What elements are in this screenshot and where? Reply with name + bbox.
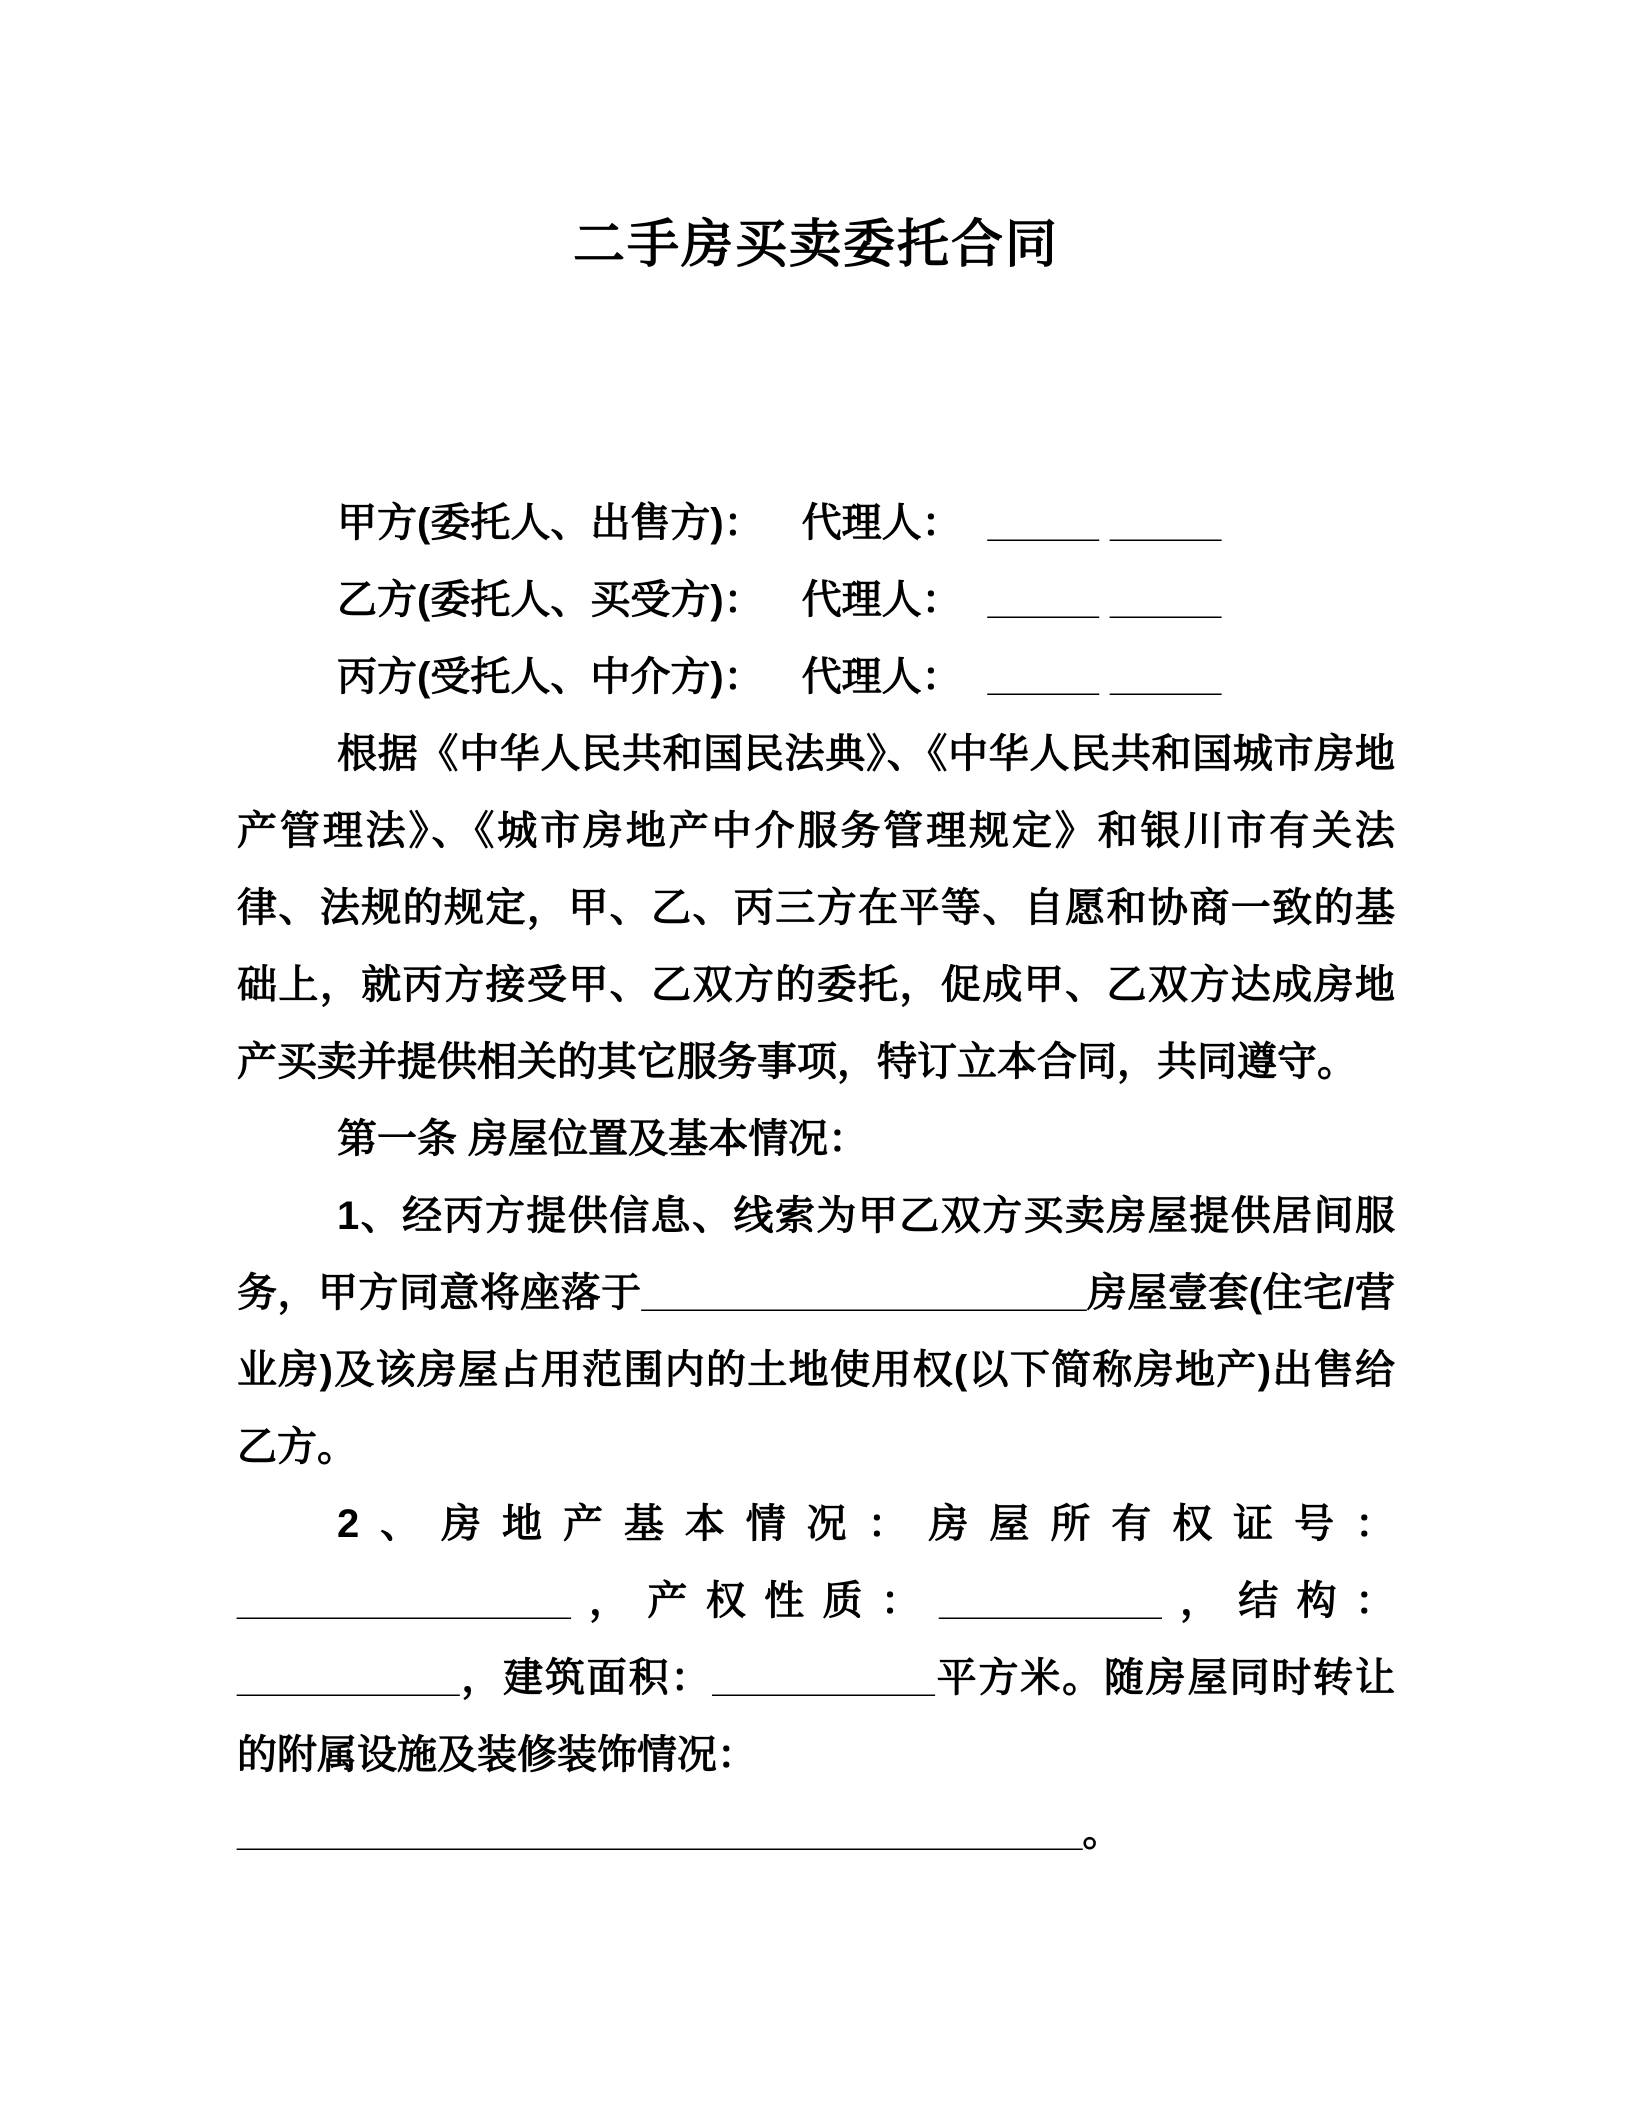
party-a-agent-blank: _____ _____: [987, 501, 1222, 545]
party-a-line: [237, 485, 1395, 562]
party-b-agent-label: 代理人：: [801, 578, 962, 622]
fill-in-blank-line: ______________________________________。: [237, 1810, 1123, 1854]
article1-clause-2: 2、房地产基本情况：房屋所有权证号：_______________，产权性质：__________，结构：__________，建筑面积：__________平方米。随房屋同时转让的附属设施及装修装饰情况：: [237, 1502, 1395, 1777]
party-a-agent-label: 代理人：: [801, 501, 962, 545]
party-c-line: [237, 639, 1395, 716]
article1-clause-1: 1、经丙方提供信息、线索为甲乙双方买卖房屋提供居间服务，甲方同意将座落于____________________房屋壹套(住宅/营业房)及该房屋占用范围内的土地使用权(以下简称房地产)出售给乙方。: [237, 1194, 1395, 1469]
party-b-name-label: 乙方(委托人、买受方)：: [337, 578, 764, 622]
party-c-name-label: 丙方(受托人、中介方)：: [337, 655, 764, 699]
document-body: [237, 485, 1395, 1871]
party-b-agent-blank: _____ _____: [987, 578, 1222, 622]
article1-heading: 第一条 房屋位置及基本情况：: [337, 1117, 869, 1161]
party-c-agent-label: 代理人：: [801, 655, 962, 699]
preamble-paragraph: 根据《中华人民共和国民法典》、《中华人民共和国城市房地产管理法》、《城市房地产中介服务管理规定》和银川市有关法律、法规的规定，甲、乙、丙三方在平等、自愿和协商一致的基础上，就丙方接受甲、乙双方的委托，促成甲、乙双方达成房地产买卖并提供相关的其它服务事项，特订立本合同，共同遵守。: [237, 732, 1395, 1084]
party-c-agent-blank: _____ _____: [987, 655, 1222, 699]
document-title: 二手房买卖委托合同: [572, 216, 1059, 274]
party-a-name-label: 甲方(委托人、出售方)：: [337, 501, 764, 545]
party-b-line: [237, 562, 1395, 639]
